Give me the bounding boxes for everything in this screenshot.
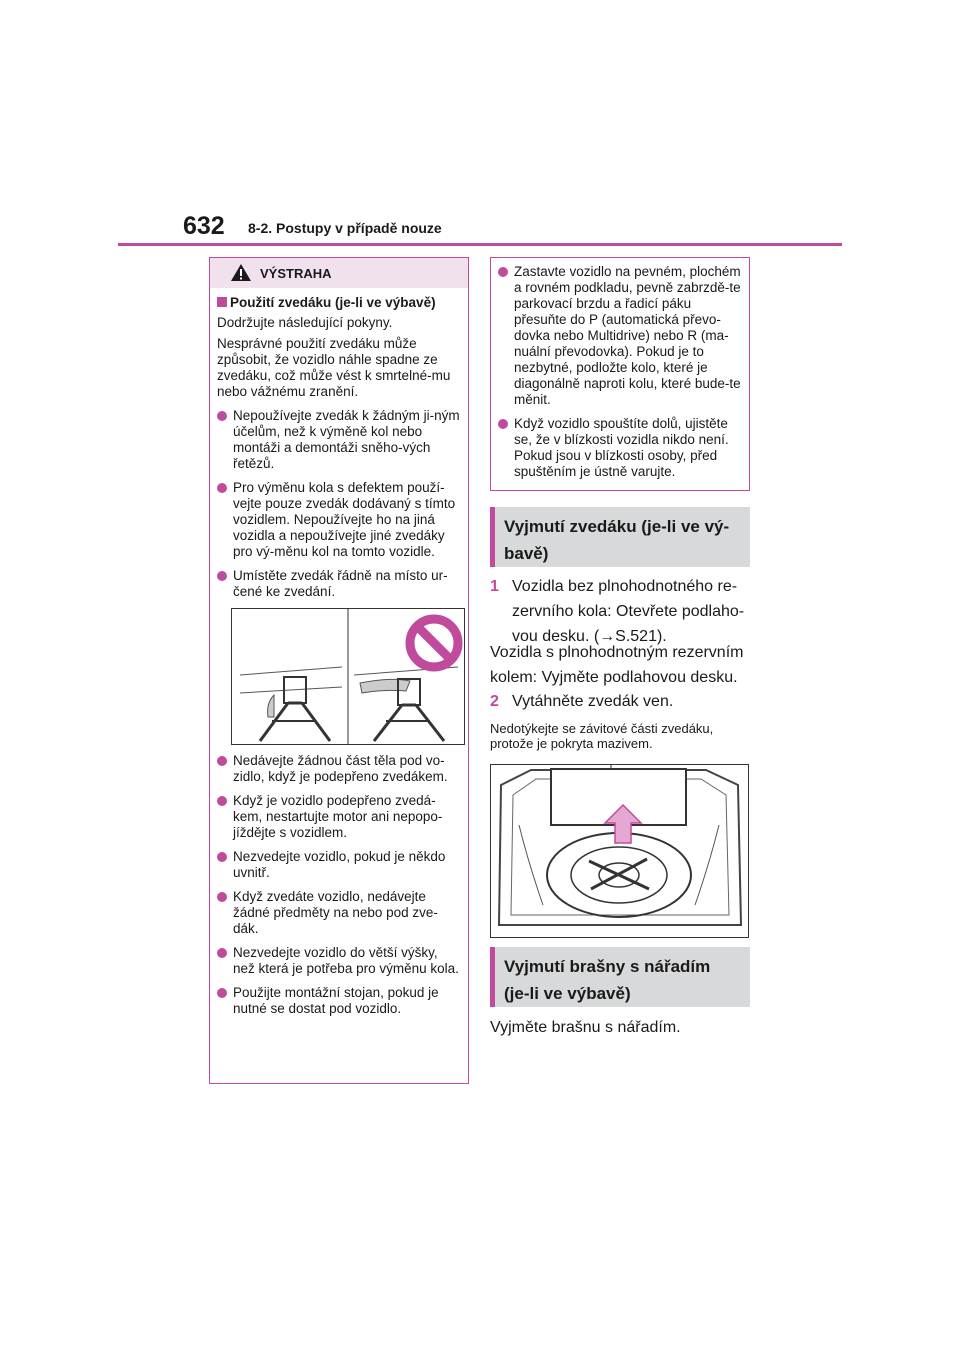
bullet-dot-icon [217,988,227,998]
page-number: 632 [183,212,225,240]
bullet-dot-icon [217,948,227,958]
square-bullet-icon [217,297,227,307]
bullet-dot-icon [217,483,227,493]
step-1-alt: Vozidla s plnohodnotným rezervním kolem: Vyjměte podlahovou desku. [490,644,744,686]
warning-bullet: Když vozidlo spouštíte dolů, ujistěte se, že v blízkosti vozidla nikdo není. Pokud jsou v blízkosti osoby, před spuštěním je ústně varujte. [498,416,741,480]
jack-placement-illustration [231,608,465,745]
warning-header [210,258,468,288]
trunk-jack-illustration [490,764,749,938]
jack-note: Nedotýkejte se závitové části zvedáku, protože je pokryta mazivem. [490,721,714,751]
bullet-dot-icon [498,419,508,429]
warning-bullet: Nepoužívejte zvedák k žádným ji-ným účelům, než k výměně kol nebo montáži a demontáži sněho-vých řetězů. [217,408,460,472]
bullet-dot-icon [217,892,227,902]
bullet-dot-icon [217,571,227,581]
tool-section-text: Vyjměte brašnu s nářadím. [490,1019,681,1036]
warning-intro-1: Dodržujte následující pokyny. [217,315,393,330]
warning-box [209,257,469,1084]
prohibited-icon [410,619,458,667]
warning-bullet: Když je vozidlo podepřeno zvedá-kem, nestartujte motor ani nepopo-jíždějte s vozidlem. [217,793,460,841]
bullet-dot-icon [217,852,227,862]
bullet-dot-icon [217,796,227,806]
warning-intro-2: Nesprávné použití zvedáku může způsobit, že vozidlo náhle spadne ze zvedáku, což může vést k smrtelné-mu nebo vážnému zranění. [217,336,451,399]
step-number: 2 [490,693,499,710]
step-2: 2 Vytáhněte zvedák ven. [490,689,752,714]
warning-bullet: Pro výměnu kola s defektem použí-vejte pouze zvedák dodávaný s tímto vozidlem. Nepoužívejte ho na jiná vozidla a nepoužívejte jiné zvedáky pro vý-měnu kol na tomto vozidle. [217,480,460,560]
warning-bullet: Umístěte zvedák řádně na místo ur-čené ke zvedání. [217,568,460,600]
warning-label: VÝSTRAHA [260,266,332,281]
warning-bullet: Použijte montážní stojan, pokud je nutné se dostat pod vozidlo. [217,985,460,1017]
step-1: 1 Vozidla bez plnohodnotného re-zervního kola: Otevřete podlaho-vou desku. (→S.521). [490,574,752,649]
jack-section-heading: Vyjmutí zvedáku (je-li ve vý-bavě) [490,507,750,567]
header-rule [118,243,842,246]
bullet-dot-icon [217,411,227,421]
bullet-dot-icon [217,756,227,766]
warning-bullet: Nezvedejte vozidlo do větší výšky, než která je potřeba pro výměnu kola. [217,945,460,977]
step-number: 1 [490,578,499,595]
warning-triangle-icon [230,263,252,287]
warning-bullet: Nezvedejte vozidlo, pokud je někdo uvnitř. [217,849,460,881]
tool-section-heading: Vyjmutí brašny s nářadím (je-li ve výbavě) [490,947,750,1007]
warning-bullet: Nedávejte žádnou část těla pod vo-zidlo, když je podepřeno zvedákem. [217,753,460,785]
bullet-dot-icon [498,267,508,277]
warning-bullet: Zastavte vozidlo na pevném, plochém a rovném podkladu, pevně zabrzdě-te parkovací brzdu a řadicí páku přesuňte do P (automatická převo-dovka nebo Multidrive) nebo R (ma-nuální převodovka). Pokud je to nezbytné, podložte kolo, které je diagonálně naproti kolu, které bude-te měnit. [498,264,741,408]
warning-bullet: Když zvedáte vozidlo, nedávejte žádné předměty na nebo pod zve-dák. [217,889,460,937]
warning-subheading: Použití zvedáku (je-li ve výbavě) [217,294,460,311]
section-title: 8-2. Postupy v případě nouze [248,220,442,236]
warning-box-continued [490,257,750,491]
